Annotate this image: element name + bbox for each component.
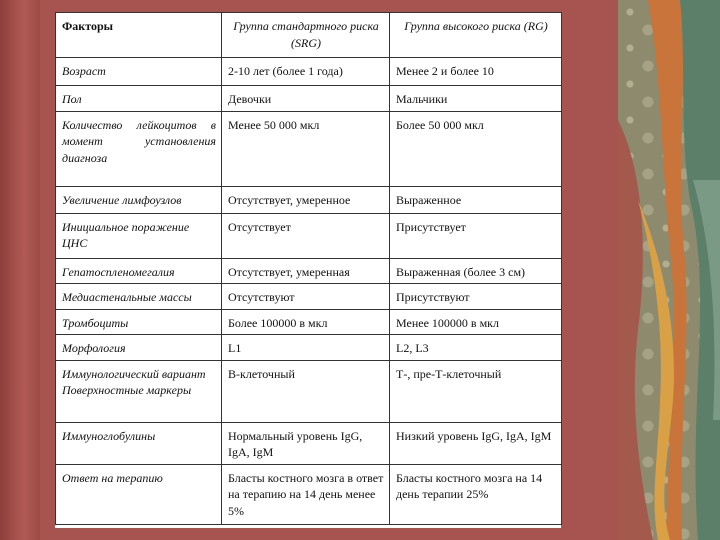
srg-cell: Отсутствует, умеренное: [222, 186, 390, 213]
factor-cell: Морфология: [56, 335, 222, 361]
factor-cell: Иммуноглобулины: [56, 422, 222, 464]
factor-cell: Тромбоциты: [56, 309, 222, 335]
header-rg: Группа высокого риска (RG): [390, 13, 562, 58]
factor-cell: Инициальное поражение ЦНС: [56, 213, 222, 258]
table-row: [56, 111, 562, 186]
table-row: [56, 335, 562, 361]
risk-factors-table: [55, 12, 562, 525]
document-page: [55, 12, 561, 528]
rg-cell: Менее 2 и более 10: [390, 58, 562, 86]
srg-cell: Девочки: [222, 86, 390, 112]
factor-cell: Гепатоспленомегалия: [56, 258, 222, 284]
rg-cell: Менее 100000 в мкл: [390, 309, 562, 335]
background-left-panel: [0, 0, 40, 540]
table-row: [56, 284, 562, 310]
header-factor: Факторы: [56, 13, 222, 58]
rg-cell: Выраженная (более 3 см): [390, 258, 562, 284]
table-row: [56, 186, 562, 213]
factor-cell: Пол: [56, 86, 222, 112]
srg-cell: В-клеточный: [222, 360, 390, 422]
srg-cell: Отсутствует: [222, 213, 390, 258]
srg-cell: L1: [222, 335, 390, 361]
table-row: [56, 309, 562, 335]
table-row: [56, 422, 562, 464]
srg-cell: 2-10 лет (более 1 года): [222, 58, 390, 86]
factor-cell: Медиастенальные массы: [56, 284, 222, 310]
factor-cell: Иммунологический вариант Поверхностные маркеры: [56, 360, 222, 422]
rg-cell: Мальчики: [390, 86, 562, 112]
factor-cell: Ответ на терапию: [56, 464, 222, 524]
srg-cell: Отсутствуют: [222, 284, 390, 310]
rg-cell: L2, L3: [390, 335, 562, 361]
decorative-leaves: [618, 0, 720, 540]
table-row: [56, 258, 562, 284]
rg-cell: Бласты костного мозга на 14 день терапии 25%: [390, 464, 562, 524]
table-row: [56, 464, 562, 524]
srg-cell: Бласты костного мозга в ответ на терапию на 14 день менее 5%: [222, 464, 390, 524]
rg-cell: Более 50 000 мкл: [390, 111, 562, 186]
rg-cell: Присутствует: [390, 213, 562, 258]
srg-cell: Отсутствует, умеренная: [222, 258, 390, 284]
rg-cell: Т-, пре-Т-клеточный: [390, 360, 562, 422]
decorative-pattern-panel: [618, 0, 720, 540]
factor-cell: Возраст: [56, 58, 222, 86]
srg-cell: Менее 50 000 мкл: [222, 111, 390, 186]
rg-cell: Выраженное: [390, 186, 562, 213]
factor-cell: Увеличение лимфоузлов: [56, 186, 222, 213]
table-row: [56, 86, 562, 112]
table-header-row: [56, 13, 562, 58]
rg-cell: Низкий уровень IgG, IgA, IgM: [390, 422, 562, 464]
table-row: [56, 58, 562, 86]
factor-cell: Количество лейкоцитов в момент установления диагноза: [56, 111, 222, 186]
srg-cell: Нормальный уровень IgG, IgA, IgM: [222, 422, 390, 464]
rg-cell: Присутствуют: [390, 284, 562, 310]
srg-cell: Более 100000 в мкл: [222, 309, 390, 335]
header-srg: Группа стандартного риска (SRG): [222, 13, 390, 58]
table-row: [56, 213, 562, 258]
table-row: [56, 360, 562, 422]
